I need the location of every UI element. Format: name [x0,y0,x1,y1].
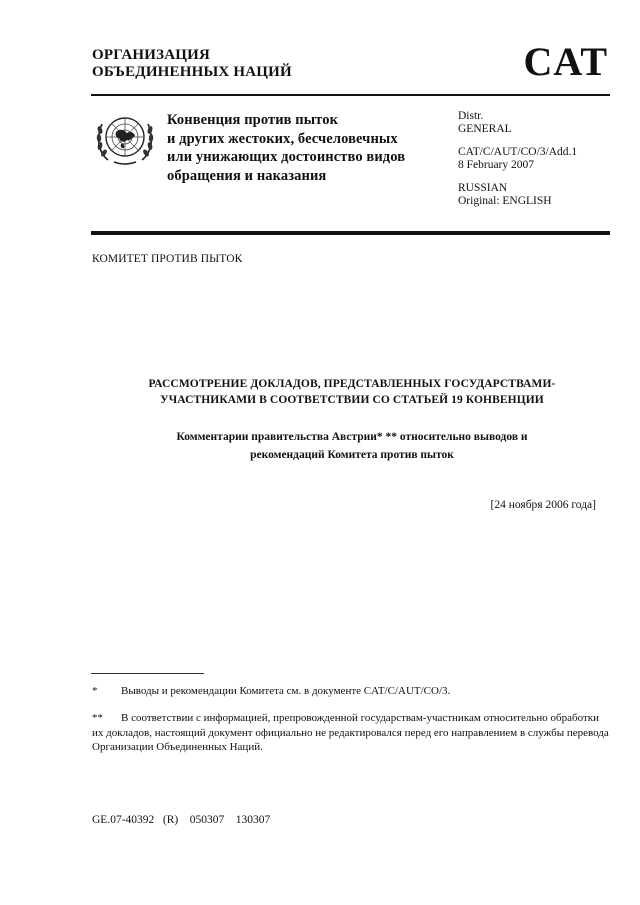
organization-name [92,47,292,81]
footnote-1 [92,684,610,699]
document-job-number: GE.07-40392 (R) 050307 130307 [92,814,271,826]
document-language: RUSSIAN [458,182,508,194]
convention-line-4: обращения и наказания [167,167,327,184]
subtitle-line-2: рекомендаций Комитета против пыток [250,449,454,461]
org-name-line-1: ОРГАНИЗАЦИЯ [92,47,211,63]
convention-line-2: и других жестоких, бесчеловечных [167,130,398,147]
footnote-divider [91,673,204,674]
document-title [92,376,612,408]
document-symbol: CAT/C/AUT/CO/3/Add.1 [458,146,578,158]
original-language: Original: ENGLISH [458,195,552,207]
submission-date: [24 ноября 2006 года] [490,499,596,511]
footnote-mark: ** [92,712,103,724]
header-bottom-divider [91,231,610,235]
title-line-1: РАССМОТРЕНИЕ ДОКЛАДОВ, ПРЕДСТАВЛЕННЫХ ГОСУДАРСТВАМИ- [148,378,556,390]
distr-value: GENERAL [458,123,512,135]
header-divider [91,94,610,96]
footnote-2 [92,711,610,755]
document-subtitle [92,428,612,464]
footnote-text: Выводы и рекомендации Комитета см. в документе CAT/C/AUT/CO/3. [121,685,451,697]
distr-label: Distr. [458,110,484,122]
convention-line-1: Конвенция против пыток [167,112,339,128]
footnote-text: В соответствии с информацией, препровожденной государствам-участникам относительно обработки их докладов, настоящий документ официально не редактировался перед его направлением в службы перевода Организации Объединенных Наций. [92,712,609,753]
un-emblem-icon [94,108,156,170]
document-date: 8 February 2007 [458,159,535,171]
convention-line-3: или унижающих достоинство видов [167,149,406,165]
committee-name: КОМИТЕТ ПРОТИВ ПЫТОК [92,253,243,265]
convention-title [167,111,405,185]
language-group [458,182,577,208]
subtitle-line-1: Комментарии правительства Австрии* ** относительно выводов и [176,431,528,443]
document-symbol-large: CAT [523,39,608,84]
document-info [458,110,577,218]
org-name-line-2: ОБЪЕДИНЕННЫХ НАЦИЙ [92,64,292,80]
distribution-group [458,110,577,136]
title-line-2: УЧАСТНИКАМИ В СООТВЕТСТВИИ СО СТАТЬЕЙ 19 КОНВЕНЦИИ [160,394,544,406]
footnote-mark: * [92,685,98,697]
symbol-group [458,146,577,172]
